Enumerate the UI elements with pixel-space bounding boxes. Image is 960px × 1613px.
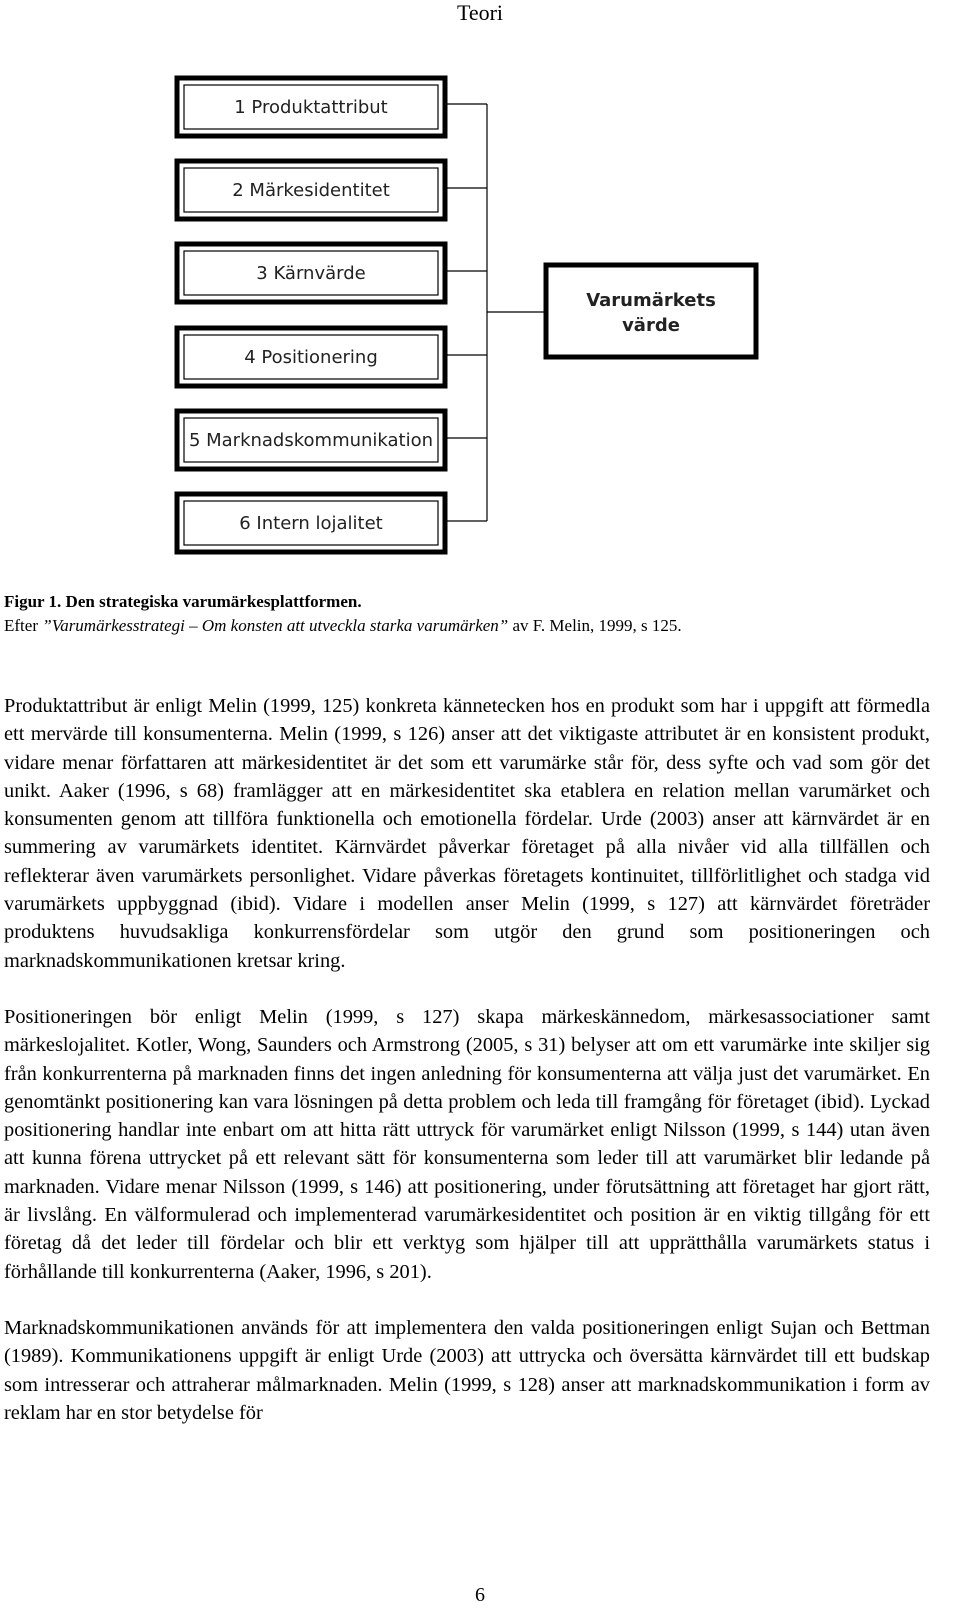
brand-platform-diagram xyxy=(0,0,960,580)
figure-caption-title: Figur 1. Den strategiska varumärkesplattformen. xyxy=(4,592,362,611)
page-number: 6 xyxy=(475,1584,485,1606)
paragraph-1: Produktattribut är enligt Melin (1999, 125) konkreta kännetecken hos en produkt som har i uppgift att förmedla ett mervärde till konsumenterna. Melin (1999, s 126) anser att det viktigaste attributet är en konsistent produkt, vidare menar författaren att märkesidentitet är det som ett varumärke står för, dess syfte och vad som gör det unikt. Aaker (1996, s 68) framlägger att en märkesidentitet ska etablera en relation mellan varumärket och konsumenten genom att tillföra funktionella och emotionella fördelar. Urde (2003) anser att kärnvärdet är en summering av varumärkets identitet. Kärnvärdet påverkar företaget på alla nivåer vid alla tillfällen och reflekterar även varumärkets personlighet. Vidare påverkas företagets kontinuitet, tillförlitlighet och stadga vid varumärkets uppbyggnad (ibid). Vidare i modellen anser Melin (1999, s 127) att kärnvärdet företräder produktens huvudsakliga konkurrensfördelar som utgör den grund som positioneringen och marknadskommunikationen kretsar kring. xyxy=(4,695,930,972)
figure-caption xyxy=(4,590,934,638)
diagram-box-4 xyxy=(177,328,445,386)
diagram-target-line2: värde xyxy=(622,315,680,336)
diagram-box-1 xyxy=(177,78,445,136)
diagram-target-line1: Varumärkets xyxy=(586,290,716,311)
figure-caption-source xyxy=(4,614,934,638)
paragraph-3: Marknadskommunikationen används för att implementera den valda positioneringen enligt Sujan och Bettman (1989). Kommunikationens uppgift är enligt Urde (2003) att uttrycka och översätta kärnvärdet till ett budskap som intresserar och attraherar målmarknaden. Melin (1999, s 128) anser att marknadskommunikation i form av reklam har en stor betydelse för xyxy=(4,1316,930,1424)
diagram-box-2 xyxy=(177,161,445,219)
diagram-box-4-label: 4 Positionering xyxy=(244,347,378,368)
body-text xyxy=(4,692,930,1455)
figure-caption-suffix: av F. Melin, 1999, s 125. xyxy=(508,616,682,635)
diagram-box-3 xyxy=(177,244,445,302)
diagram-target-box xyxy=(546,265,756,357)
figure-caption-book: ”Varumärkesstrategi – Om konsten att utveckla starka varumärken” xyxy=(42,616,509,635)
paragraph-2: Positioneringen bör enligt Melin (1999, s 127) skapa märkeskännedom, märkesassociationer samt märkeslojalitet. Kotler, Wong, Saunders och Armstrong (2005, s 31) belyser att om ett varumärke inte skiljer sig från konkurrenterna på marknaden finns det ingen anledning för konsumenterna att välja just det varumärket. En genomtänkt positionering kan vara lösningen på detta problem och leda till framgång för företaget (ibid). Lyckad positionering handlar inte enbart om att hitta rätt uttryck för varumärket enligt Nilsson (1999, s 144) utan även att kunna förena uttrycket på ett relevant sätt för konsumenterna som leder till att varumärket blir ledande på marknaden. Vidare menar Nilsson (1999, s 146) att positionering, under förutsättning att företaget har gjort rätt, är livslång. En välformulerad och implementerad varumärkesidentitet och position är en viktig tillgång för ett företag då det leder till fördelar och blir ett verktyg som hjälper till att upprätthålla varumärkets status i förhållande till konkurrenterna (Aaker, 1996, s 201). xyxy=(4,1005,930,1283)
diagram-box-6-label: 6 Intern lojalitet xyxy=(239,513,383,534)
diagram-box-6 xyxy=(177,494,445,552)
diagram-box-5 xyxy=(177,411,445,469)
page-header-title: Teori xyxy=(456,0,504,25)
diagram-connectors xyxy=(445,104,545,521)
diagram-box-2-label: 2 Märkesidentitet xyxy=(232,180,390,201)
diagram-box-1-label: 1 Produktattribut xyxy=(234,97,388,118)
diagram-box-3-label: 3 Kärnvärde xyxy=(256,263,366,284)
diagram-box-5-label: 5 Marknadskommunikation xyxy=(188,430,434,451)
figure-caption-prefix: Efter xyxy=(4,616,43,635)
